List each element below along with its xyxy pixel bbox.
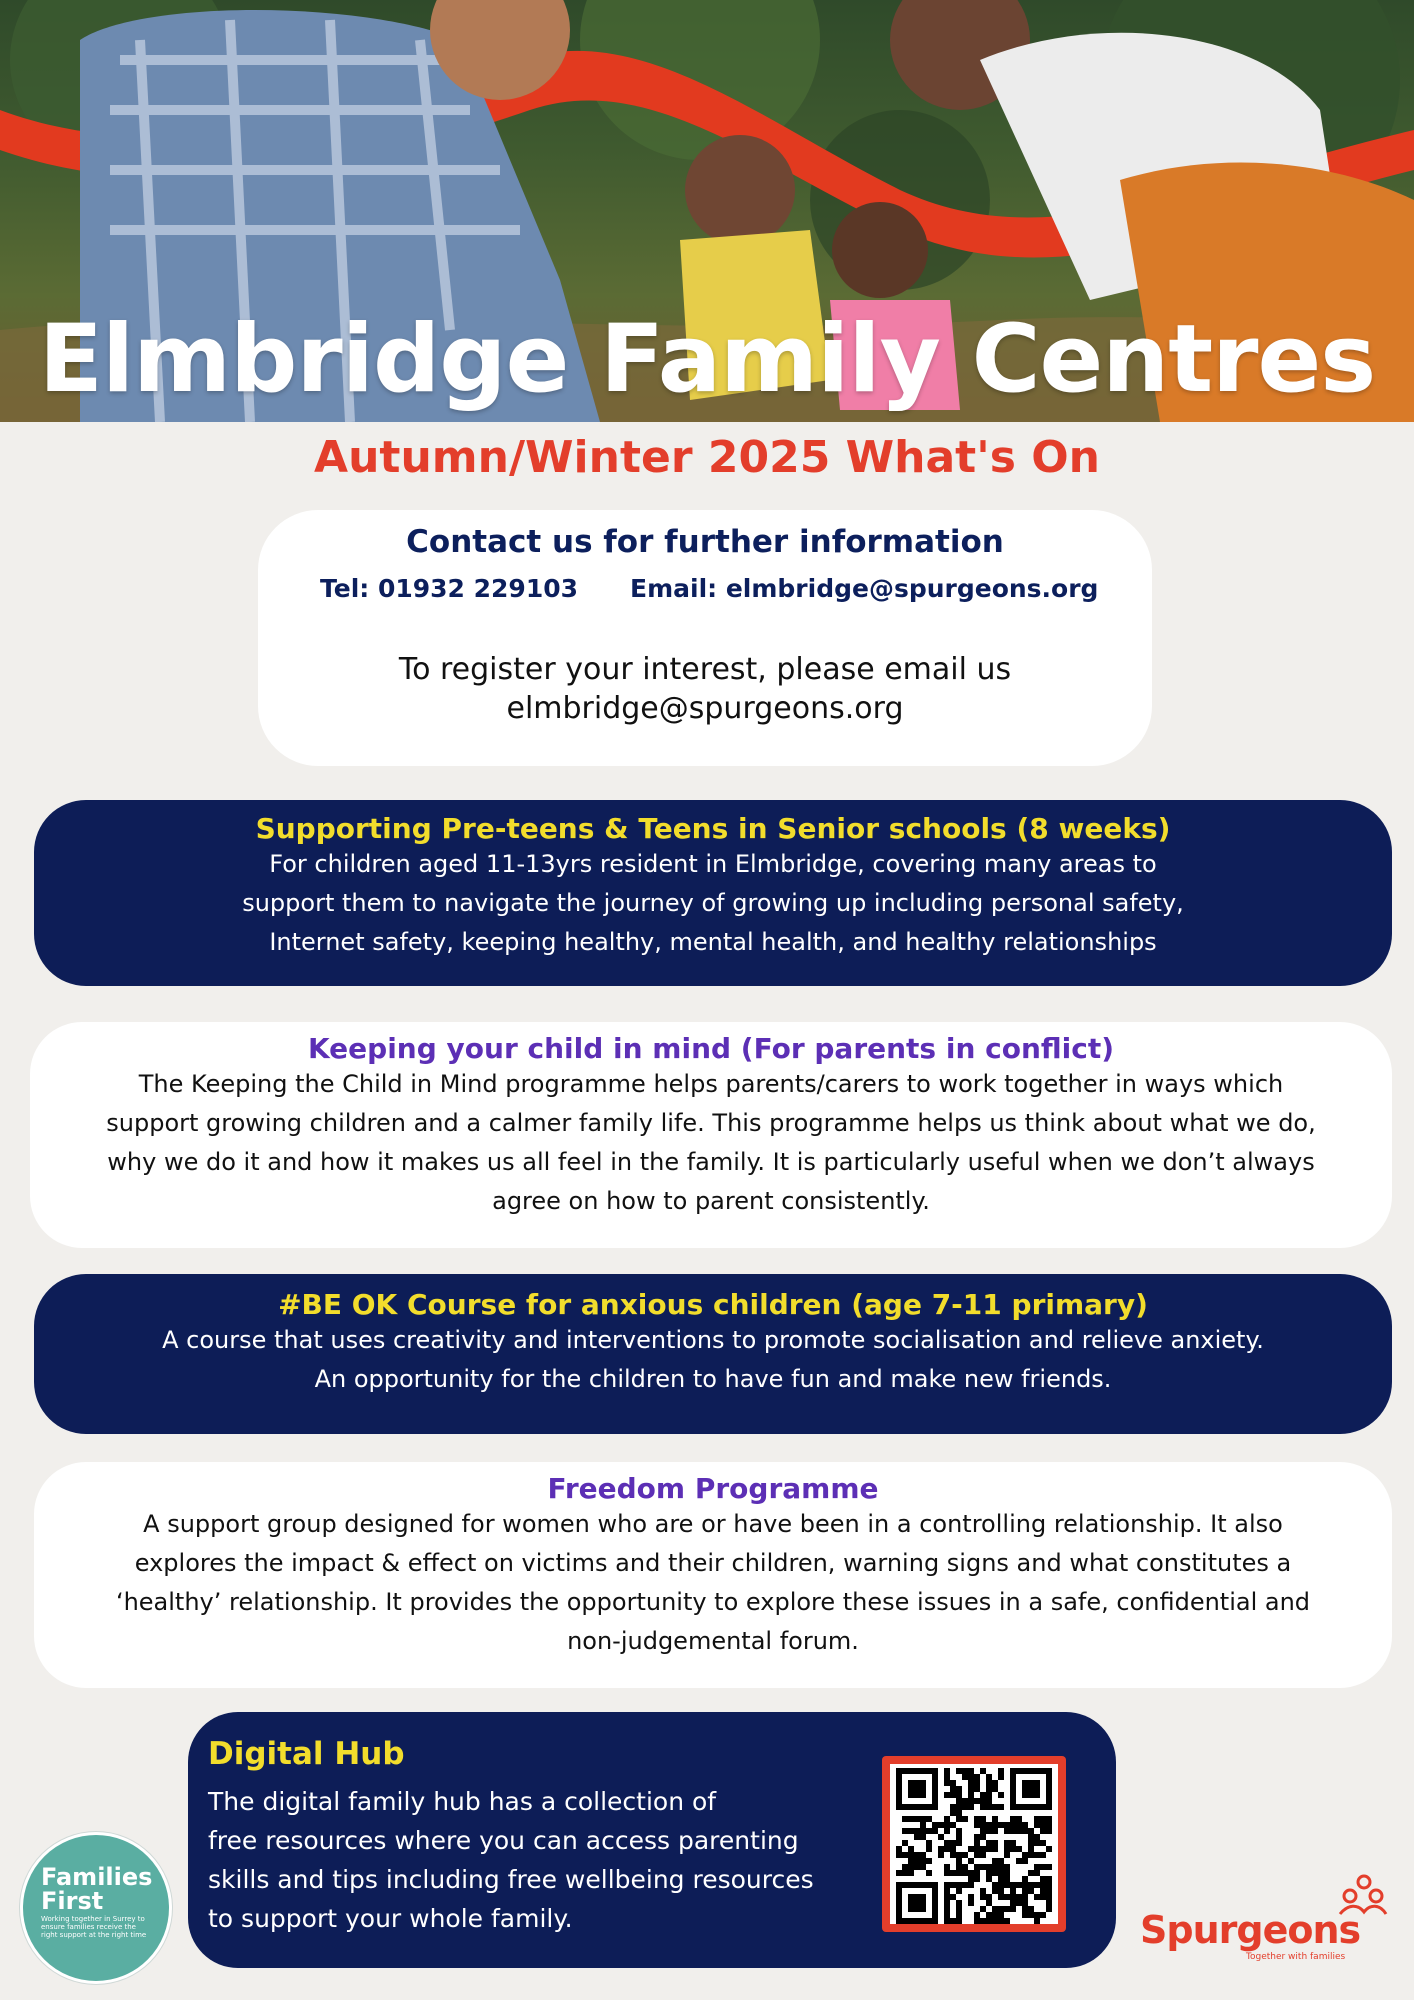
programme-line: A support group designed for women who are or have been in a controlling relationship. It also	[143, 1510, 1283, 1538]
programme-line: ‘healthy’ relationship. It provides the opportunity to explore these issues in a safe, confidential and	[115, 1588, 1311, 1616]
programme-card-freedom	[34, 1462, 1392, 1688]
digital-hub-line: The digital family hub has a collection of	[208, 1787, 717, 1816]
programme-line: explores the impact & effect on victims and their children, warning signs and what constitutes a	[134, 1549, 1292, 1577]
digital-hub-text	[208, 1782, 848, 1938]
page-title: Elmbridge Family Centres	[38, 305, 1376, 414]
programme-line: A course that uses creativity and interventions to promote socialisation and relieve anxiety.	[162, 1326, 1264, 1354]
digital-hub-line: free resources where you can access parenting	[208, 1826, 799, 1855]
spurgeons-tagline: Together with families	[1246, 1952, 1346, 1962]
programme-line: The Keeping the Child in Mind programme helps parents/carers to work together in ways which	[138, 1070, 1284, 1098]
families-first-logo-icon	[20, 1832, 172, 1984]
programme-line: Internet safety, keeping healthy, mental health, and healthy relationships	[269, 928, 1157, 956]
spurgeons-name: Spurgeons	[1140, 1908, 1361, 1952]
register-text: To register your interest, please email us	[398, 652, 1012, 687]
programme-line: support growing children and a calmer family life. This programme helps us think about what we do,	[106, 1109, 1316, 1137]
programme-line: An opportunity for the children to have fun and make new friends.	[314, 1365, 1112, 1393]
digital-hub-line: to support your whole family.	[208, 1904, 573, 1933]
programme-line: For children aged 11-13yrs resident in Elmbridge, covering many areas to	[269, 850, 1157, 878]
programme-title: Freedom Programme	[547, 1472, 879, 1505]
programme-line: agree on how to parent consistently.	[492, 1187, 930, 1215]
programme-title: Keeping your child in mind (For parents in conflict)	[307, 1032, 1115, 1065]
families-first-tagline: Working together in Surrey to ensure families receive the right support at the right time	[41, 1915, 147, 1939]
programme-card-be-ok	[34, 1274, 1392, 1434]
contact-email[interactable]: Email: elmbridge@spurgeons.org	[630, 574, 1099, 603]
programme-title: #BE OK Course for anxious children (age 7-11 primary)	[278, 1288, 1148, 1321]
programme-card-preteens	[34, 800, 1392, 986]
contact-heading: Contact us for further information	[406, 524, 1004, 560]
programme-line: support them to navigate the journey of growing up including personal safety,	[242, 889, 1184, 917]
digital-hub-card	[188, 1712, 1116, 1968]
programme-title: Supporting Pre-teens & Teens in Senior schools (8 weeks)	[255, 812, 1171, 845]
spurgeons-logo	[1136, 1874, 1396, 1964]
families-first-title-line: Families	[41, 1863, 153, 1891]
programme-line: non-judgemental forum.	[567, 1627, 859, 1655]
hero-photo	[0, 0, 1414, 422]
families-first-title-line: First	[41, 1887, 104, 1915]
programme-line: why we do it and how it makes us all feel in the family. It is particularly useful when we don’t always	[107, 1148, 1315, 1176]
digital-hub-title: Digital Hub	[208, 1736, 405, 1772]
register-info	[258, 650, 1152, 728]
qr-code-icon[interactable]	[882, 1756, 1066, 1932]
programme-card-child-in-mind	[30, 1022, 1392, 1248]
qr-code-pattern	[890, 1764, 1058, 1924]
contact-card	[258, 510, 1152, 766]
page-subtitle: Autumn/Winter 2025 What's On	[314, 432, 1100, 483]
families-first-title	[41, 1865, 152, 1913]
contact-phone[interactable]: Tel: 01932 229103	[320, 574, 579, 603]
register-email[interactable]: elmbridge@spurgeons.org	[506, 691, 904, 726]
digital-hub-line: skills and tips including free wellbeing resources	[208, 1865, 814, 1894]
